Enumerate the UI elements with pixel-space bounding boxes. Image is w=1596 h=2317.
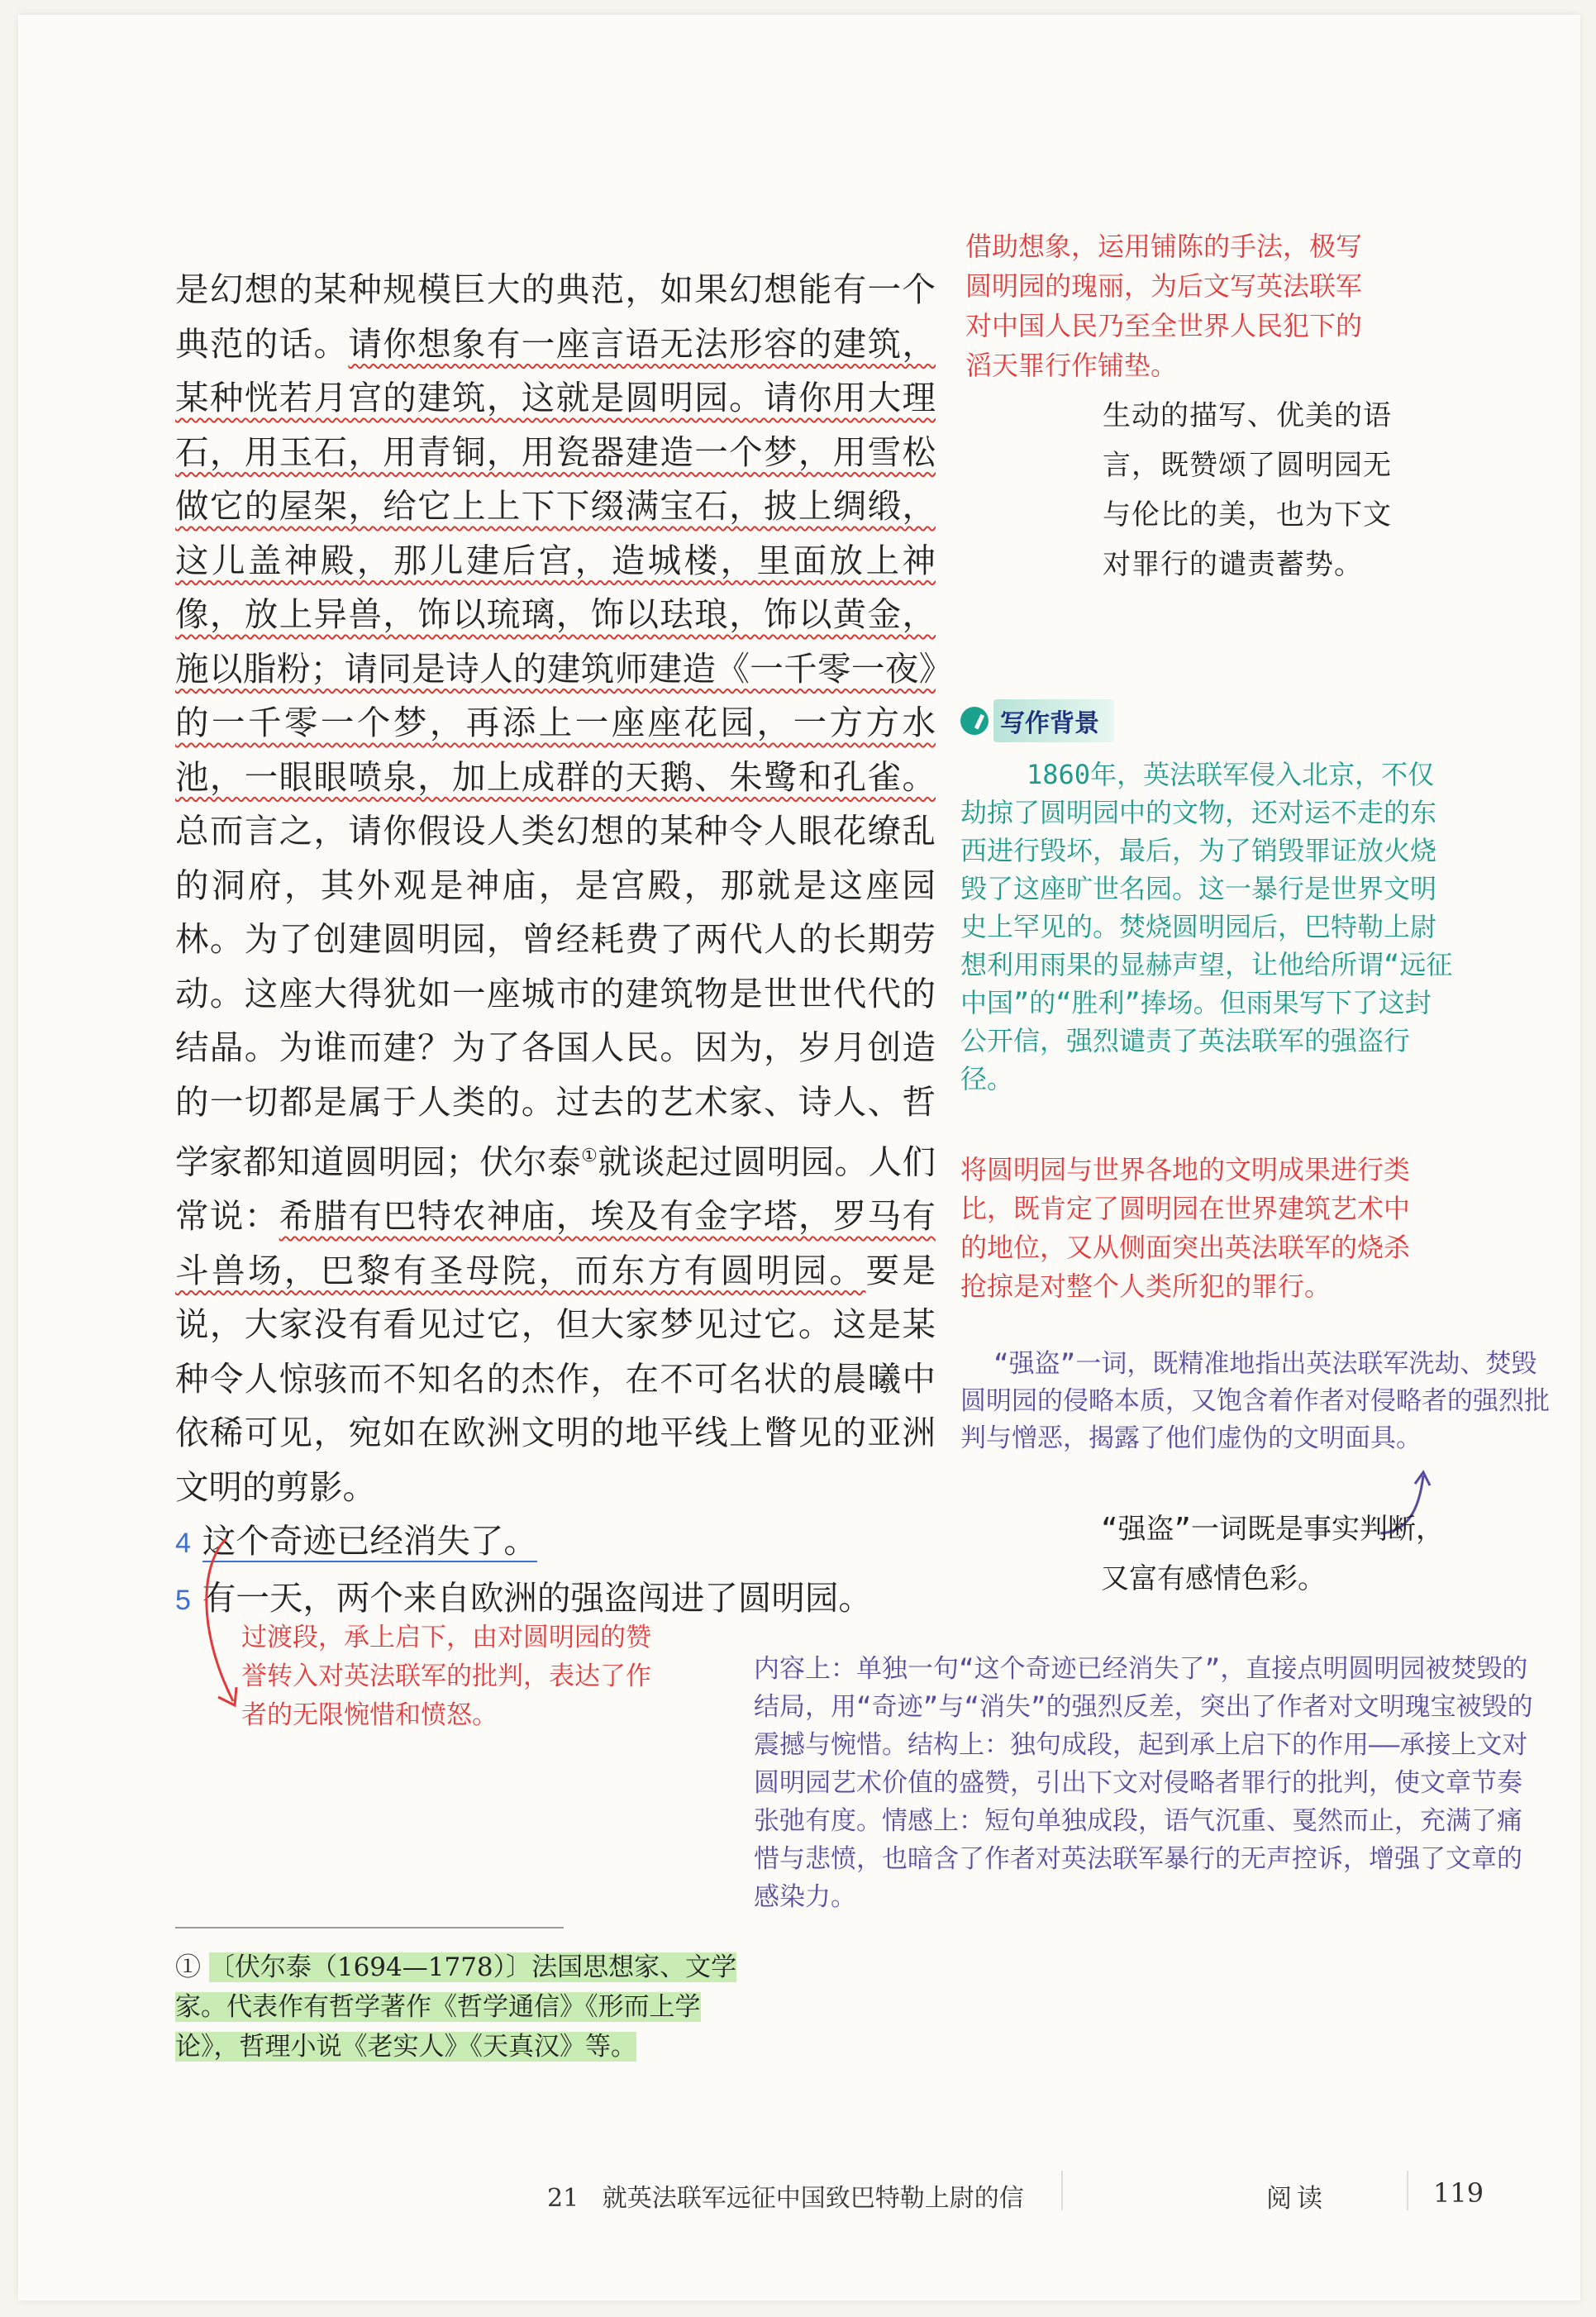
p3-text-f: 要是说，大家没有看见过它，但大家梦见过它。这是某种令人惊骇而不知名的杰作，在不可名状的晨曦中依稀可见，宛如在欧洲文明的地平线上瞥见的亚洲文明的剪影。 xyxy=(175,1250,936,1507)
background-text: 1860年，英法联军侵入北京，不仅劫掠了圆明园中的文物，还对运不走的东西进行毁坏，最后，为了销毁罪证放火烧毁了这座旷世名园。这一暴行是世界文明史上罕见的。焚烧圆明园后，巴特勒上尉想利用雨果的显赫声望，让他给所谓“远征中国”的“胜利”捧场。但雨果写下了这封公开信，强烈谴责了英法联军的强盗行径。 xyxy=(960,759,1453,1094)
annotation-description: 生动的描写、优美的语言，既赞颂了圆明园无与伦比的美，也为下文对罪行的谴责蓄势。 xyxy=(1103,399,1392,581)
main-text xyxy=(175,263,936,1628)
page-number: 119 xyxy=(1433,2177,1484,2209)
paragraph-3 xyxy=(175,263,936,1514)
paragraph-number-4: 4 xyxy=(175,1528,191,1559)
lesson-number: 21 xyxy=(547,2184,579,2213)
footer-section: 阅读 xyxy=(1266,2184,1327,2214)
footnote-term: 〔伏尔泰（1694—1778）〕 xyxy=(208,1952,532,1982)
paragraph-4 xyxy=(175,1514,936,1571)
footnote-work-4: 《天真汉》 xyxy=(469,2032,585,2062)
p3-wavy-a: 请你想象有一座言语无法形容的建筑，某种恍若月宫的建筑，这就是圆明园。请你用大理石，用玉石，用青铜，用瓷器建造一个梦，用雪松做它的屋架，给它上上下下缀满宝石，披上绸缎，这儿盖神殿，那儿建后宫，造城楼，里面放上神像，放上异兽，饰以琉璃，饰以珐琅，饰以黄金，施以脂粉；请同是诗人的建筑师建造《一千零一夜》的一千零一个梦，再添上一座座花园，一方方水池，一眼眼喷泉，加上成群的天鹅、朱鹭和孔雀。 xyxy=(175,323,936,797)
annotation-imagination: 借助想象，运用铺陈的手法，极写圆明园的瑰丽，为后文写英法联军对中国人民乃至全世界人民犯下的滔天罪行作铺垫。 xyxy=(965,231,1363,381)
annotation-robber-summary: “强盗”一词既是事实判断，又富有感情色彩。 xyxy=(1101,1513,1444,1595)
heading-label: 写作背景 xyxy=(993,699,1114,742)
p3-text-a: 是幻想的某种规模巨大的典范，如果幻想能有一个典范的话。 xyxy=(175,269,936,364)
footnote-work-1: 《哲学通信》 xyxy=(431,1992,585,2022)
footnote-marker: ① xyxy=(175,1952,201,1982)
footnote-work-3: 《老实人》 xyxy=(341,2032,470,2062)
footnote-desc-c: 等。 xyxy=(585,2032,636,2062)
footnote xyxy=(175,1948,754,2067)
p4-text: 这个奇迹已经消失了。 xyxy=(202,1521,537,1561)
lesson-title: 就英法联军远征中国致巴特勒上尉的信 xyxy=(602,2184,1024,2213)
p5-text: 有一天，两个来自欧洲的强盗闯进了圆明园。 xyxy=(202,1577,872,1618)
footnote-desc-b: ，哲理小说 xyxy=(213,2032,342,2062)
footer-lesson xyxy=(547,2177,1024,2214)
p3-text-d: 就谈起过圆明园。人们常说： xyxy=(175,1142,936,1236)
footnote-work-2: 《形而上学论》 xyxy=(175,1992,701,2062)
footer-divider-2 xyxy=(1407,2171,1408,2210)
p3-text-c: 总而言之，请你假设人类幻想的某种令人眼花缭乱的洞府，其外观是神庙，是宫殿，那就是这座园林。为了创建圆明园，曾经耗费了两代人的长期劳动。这座大得犹如一座城市的建筑物是世世代代的结晶。为谁而建？为了各国人民。因为，岁月创造的一切都是属于人类的。过去的艺术家、诗人、哲学家都知道圆明园；伏尔泰 xyxy=(175,811,936,1182)
page xyxy=(18,15,1580,2300)
footnote-ref[interactable]: ① xyxy=(581,1146,598,1166)
footer-divider xyxy=(1061,2171,1063,2210)
writing-background-heading xyxy=(960,701,1114,741)
paragraph-number-5: 5 xyxy=(175,1584,191,1616)
p3-wavy-b: 希腊有巴特农神庙，埃及有金字塔，罗马有斗兽场，巴黎有圣母院，而东方有圆明园。 xyxy=(175,1196,936,1290)
annotation-paragraph4: 内容上：单独一句“这个奇迹已经消失了”，直接点明圆明园被焚毁的结局，用“奇迹”与“消失”的强烈反差，突出了作者对文明瑰宝被毁的震撼与惋惜。结构上：独句成段，起到承上启下的作用——承接上文对圆明园艺术价值的盛赞，引出下文对侵略者罪行的批判，使文章节奏张弛有度。情感上：短句单独成段，语气沉重、戛然而止，充满了痛惜与悲愤，也暗含了作者对英法联军暴行的无声控诉，增强了文章的感染力。 xyxy=(754,1654,1533,1912)
annotation-analogy: 将圆明园与世界各地的文明成果进行类比，既肯定了圆明园在世界建筑艺术中的地位，又从侧面突出英法联军的烧杀抢掠是对整个人类所犯的罪行。 xyxy=(960,1154,1411,1302)
pen-icon xyxy=(960,707,989,735)
footnote-divider xyxy=(175,1927,564,1928)
footnote-desc-a: 法国思想家、文学家。代表作有哲学著作 xyxy=(175,1952,737,2022)
annotation-transition: 过渡段，承上启下，由对圆明园的赞誉转入对英法联军的批判，表达了作者的无限惋惜和愤怒。 xyxy=(241,1623,651,1730)
annotation-robber-word: “强盗”一词，既精准地指出英法联军洗劫、焚毁圆明园的侵略本质，又饱含着作者对侵略者的强烈批判与憎恶，揭露了他们虚伪的文明面具。 xyxy=(960,1349,1550,1453)
